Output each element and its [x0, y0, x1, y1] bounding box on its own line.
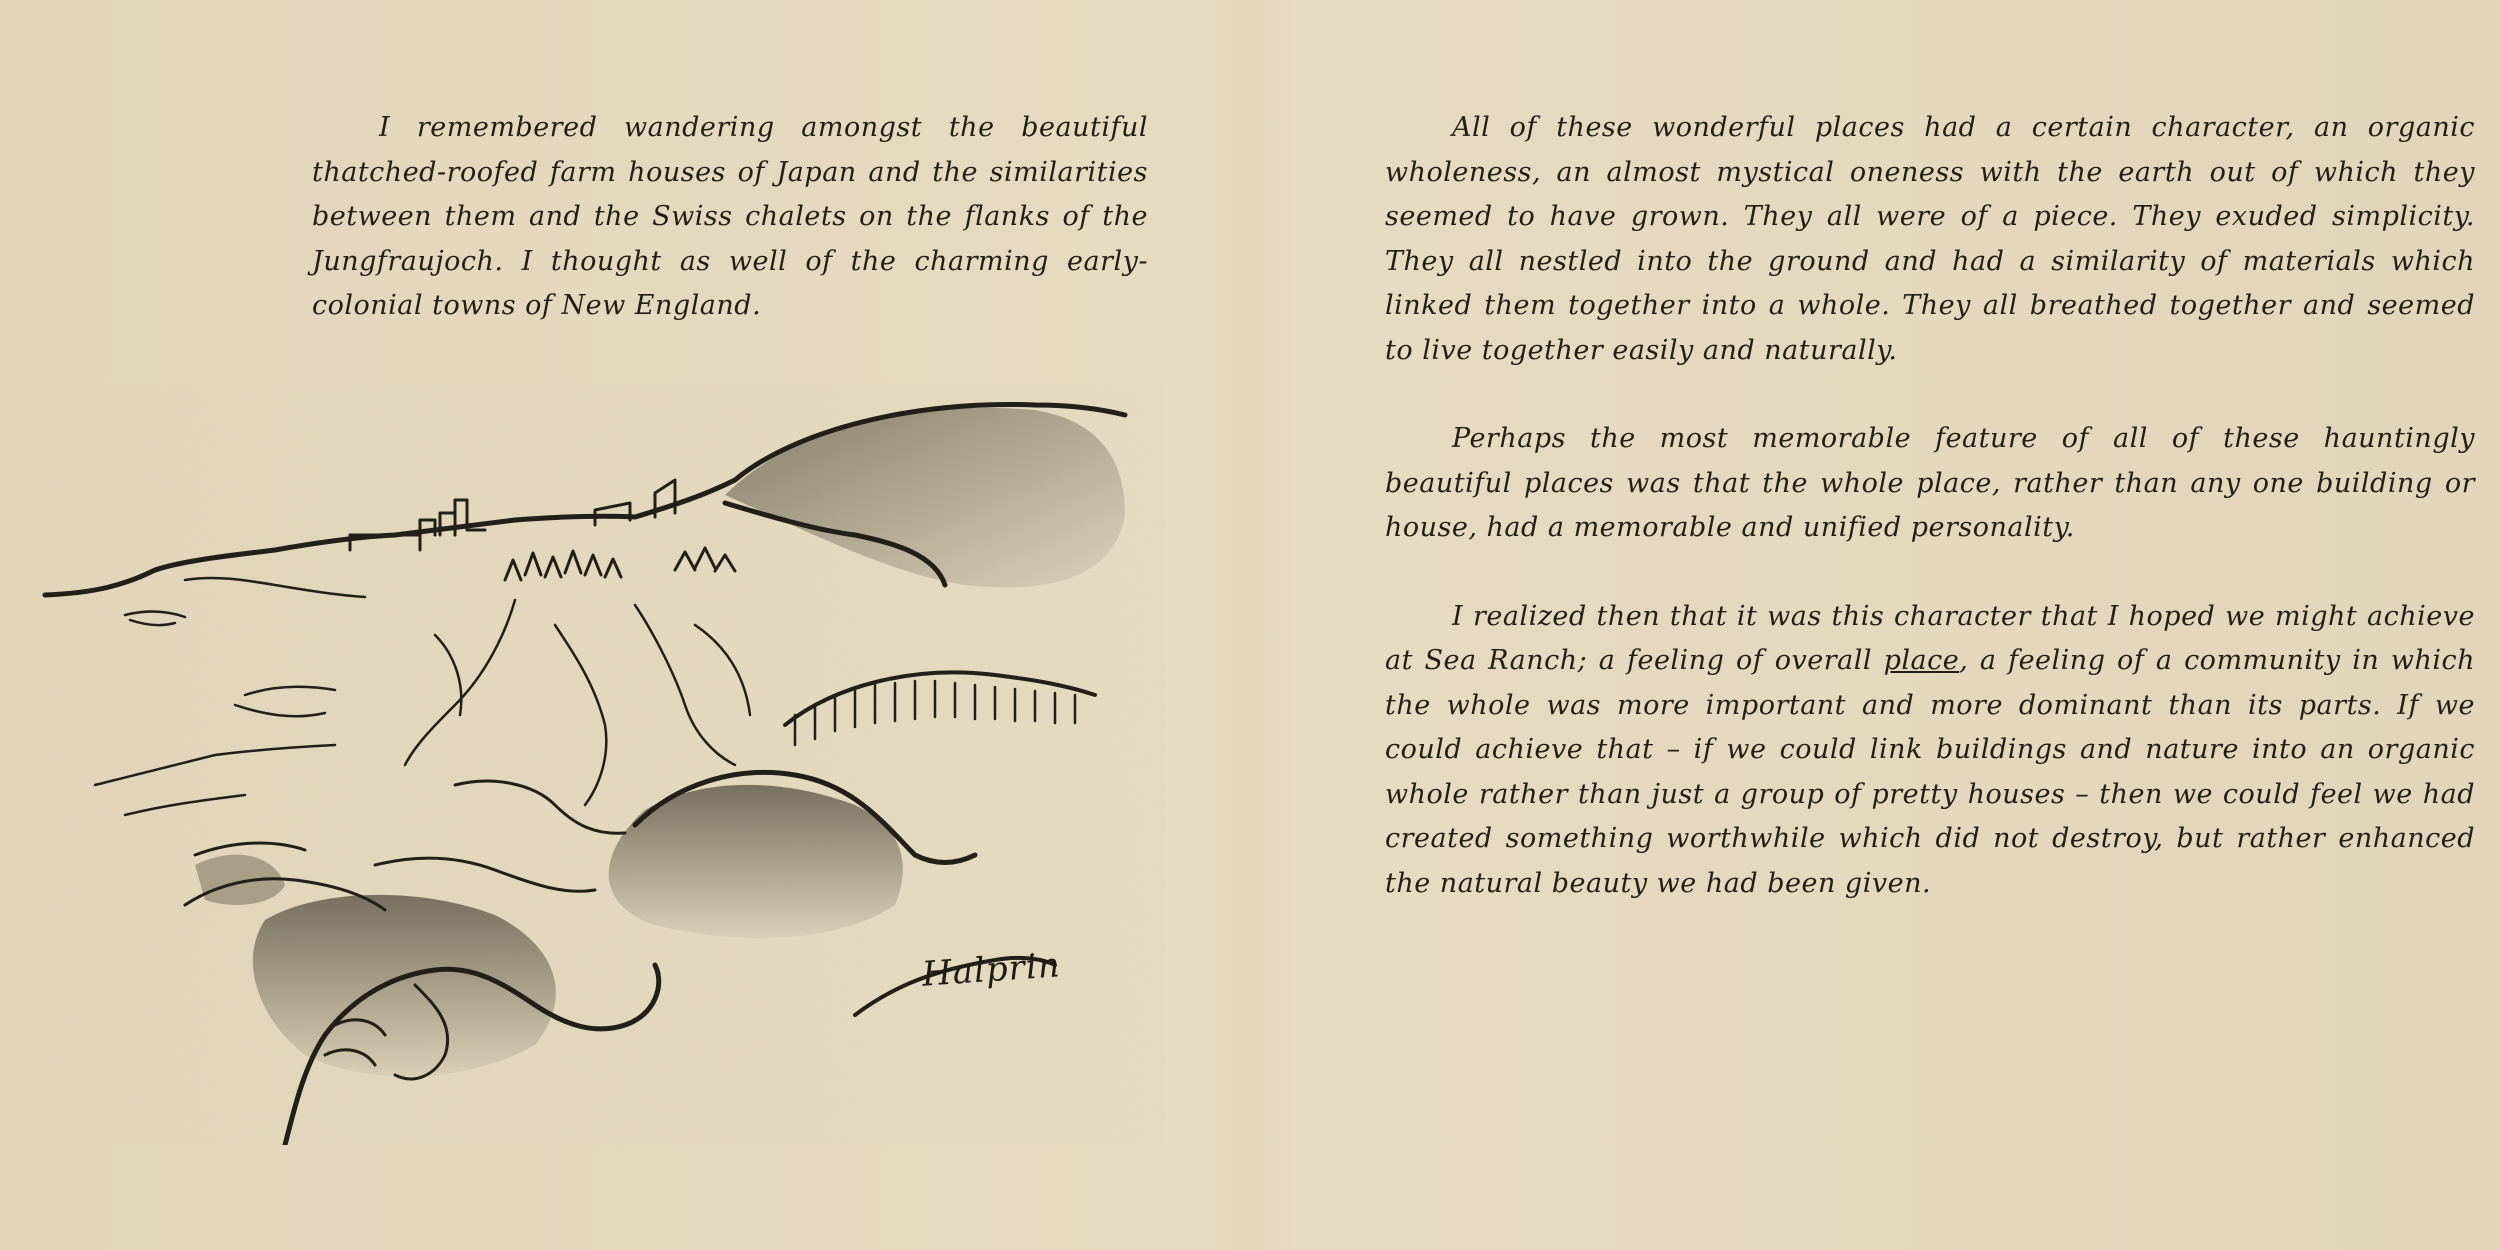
left-page-text — [312, 106, 1148, 329]
right-paragraph-3 — [1385, 595, 2475, 907]
right-page — [1250, 0, 2500, 1250]
artist-signature: Halprin — [920, 945, 1062, 995]
right-paragraph-2: Perhaps the most memorable feature of all of these hauntingly beautiful places was that the whole place, rather than any one building or house, had a memorable and unified personality. — [1385, 423, 2475, 543]
coastal-hills-illustration — [35, 385, 1165, 1145]
right-page-text — [1385, 106, 2475, 906]
underlined-word: place — [1883, 645, 1960, 676]
paragraph-3-rest: , a feeling of a community in which the whole was more important and more dominant than its parts. If we could achieve that – if we could link buildings and nature into an organic whole rather than just a group of pretty houses – then we could feel we had created something worthwhile which did not destroy, but rather enhanced the natural beauty we had been given. — [1385, 645, 2475, 899]
right-paragraph-1: All of these wonderful places had a certain character, an organic wholeness, an almost mystical oneness with the earth out of which they seemed to have grown. They all were of a piece. They exuded simplicity. They all nestled into the ground and had a similarity of materials which linked them together into a whole. They all breathed together and seemed to live together easily and naturally. — [1385, 112, 2475, 366]
paragraph-3-lead: I realized then that it was this character that I hoped we might achieve at Sea Ranch; a feeling of overall — [1385, 600, 2475, 676]
left-paragraph: I remembered wandering amongst the beautiful thatched-roofed farm houses of Japan and the similarities between them and the Swiss chalets on the flanks of the Jungfraujoch. I thought as well of the charming early-colonial towns of New England. — [312, 112, 1148, 321]
